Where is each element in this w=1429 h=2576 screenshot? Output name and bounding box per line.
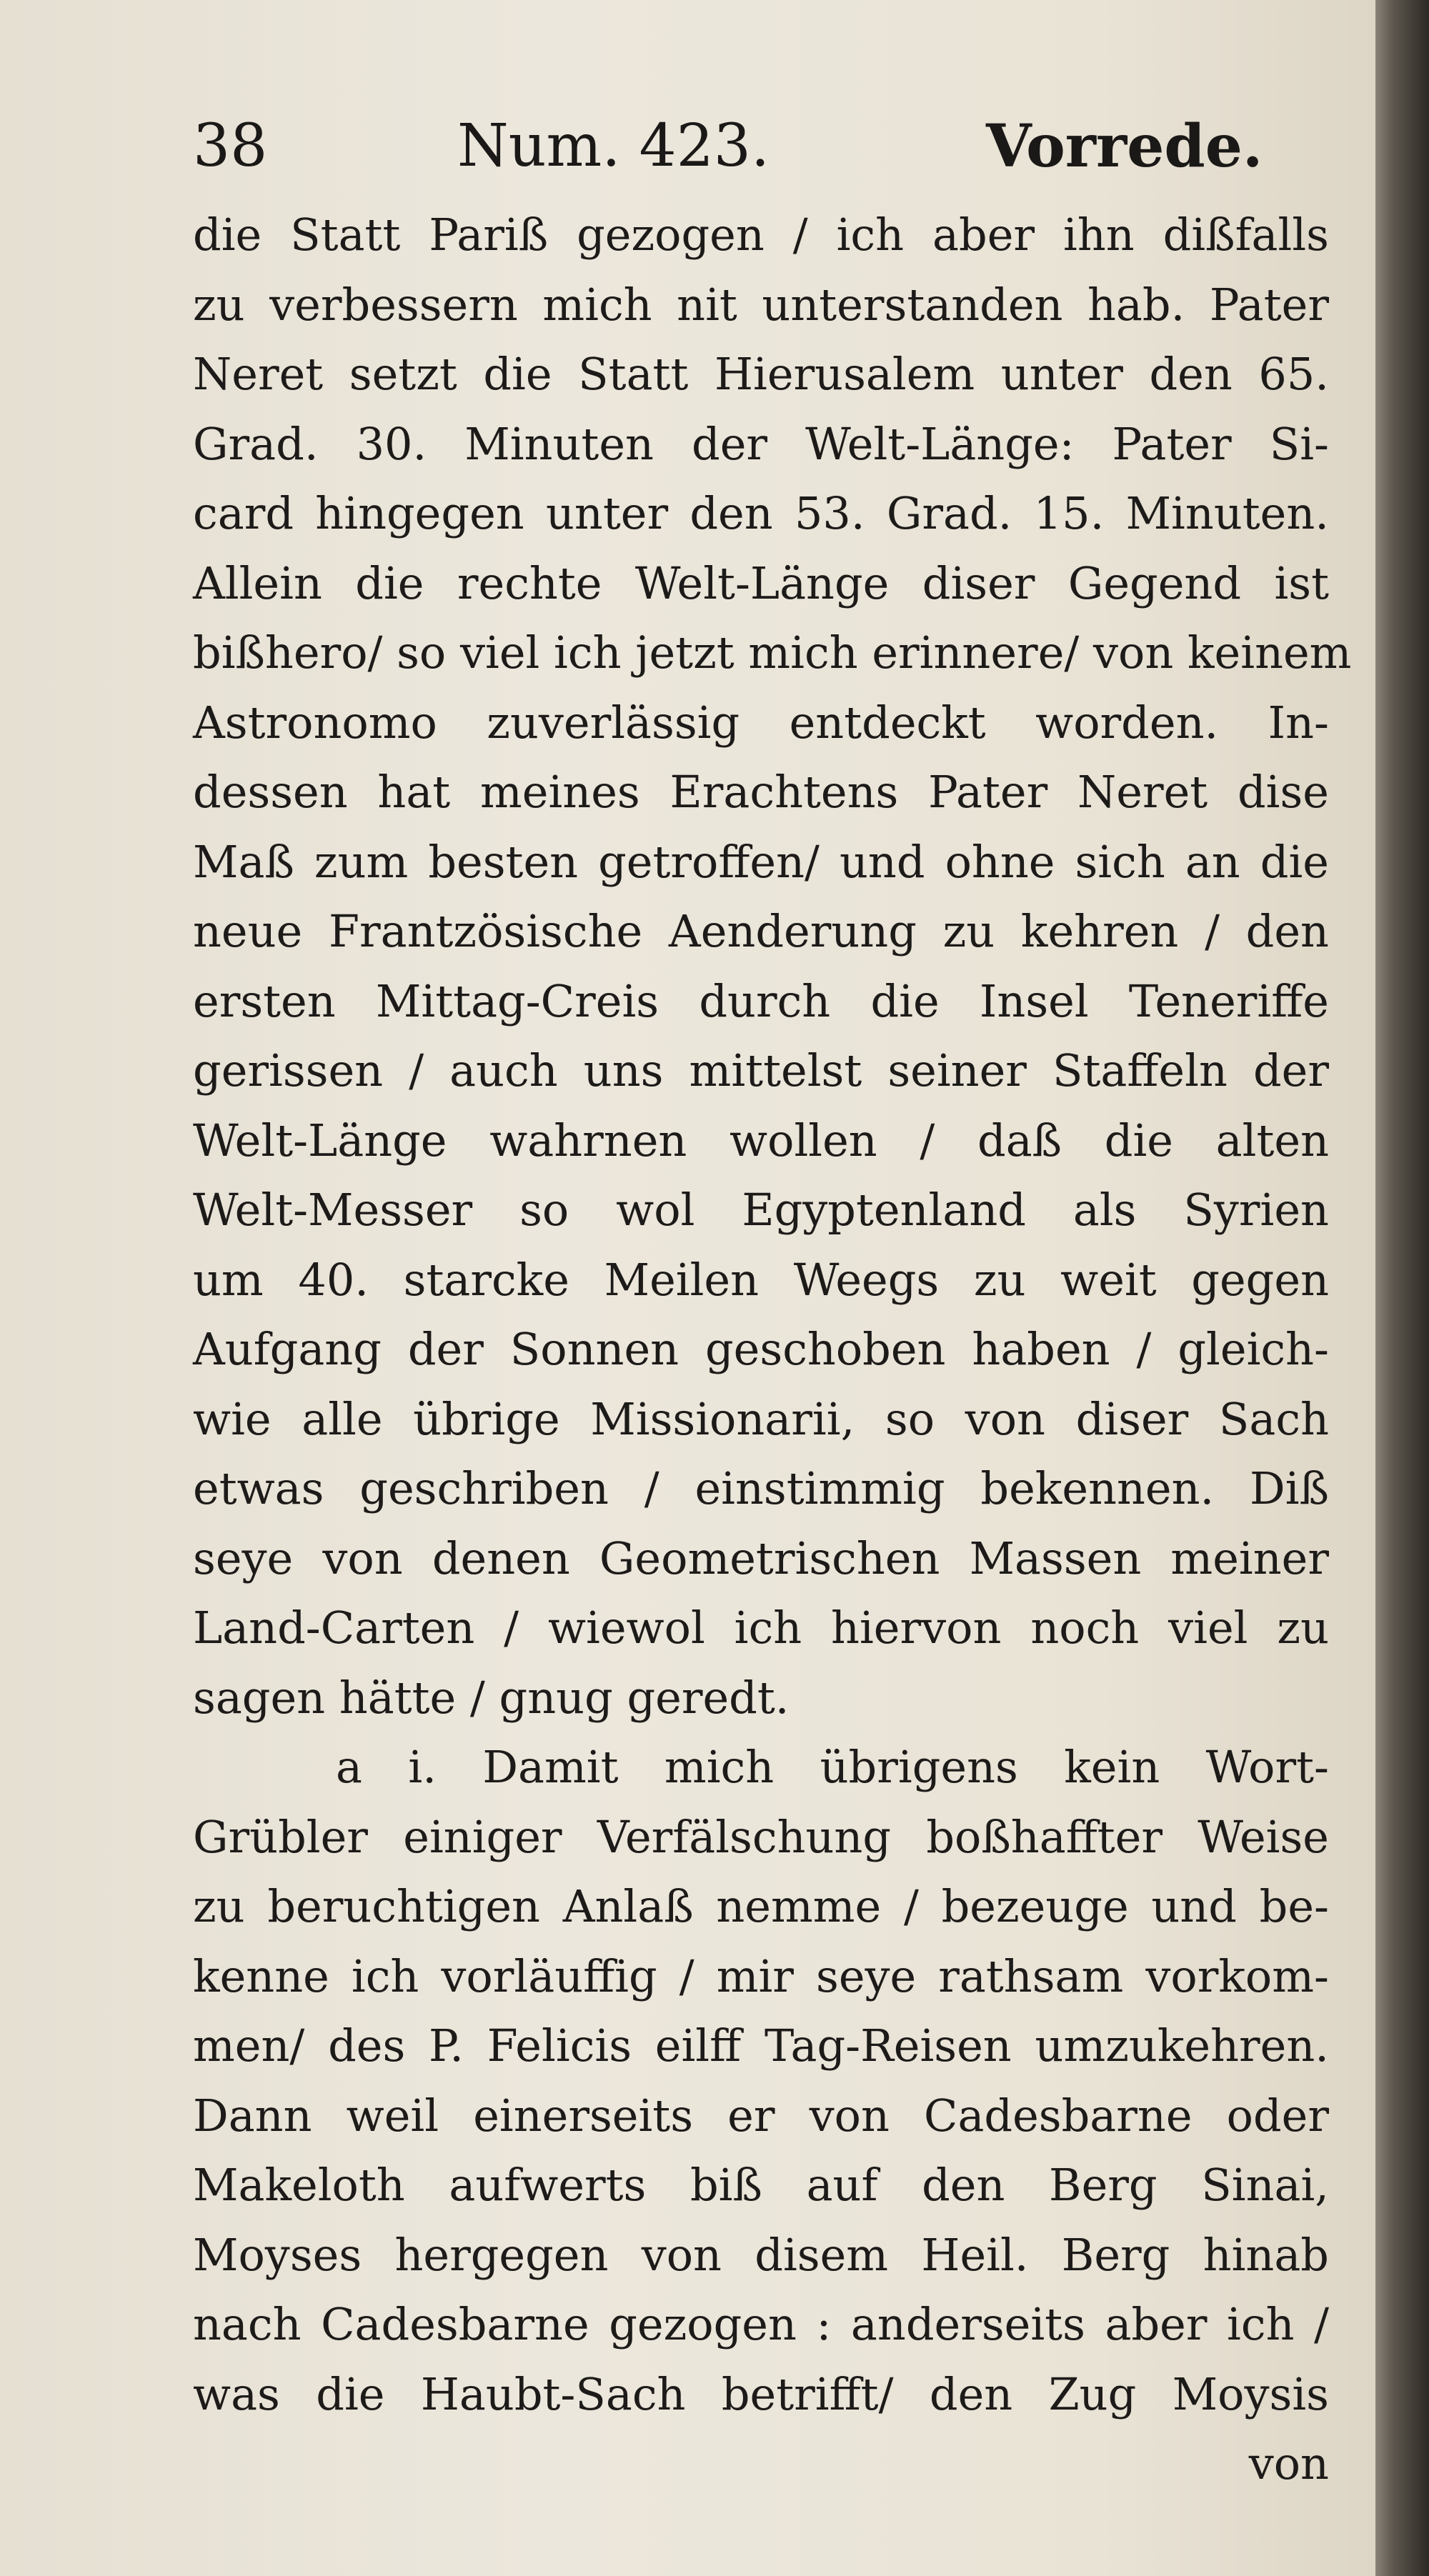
text-line: Astronomo zuverlässig entdeckt worden. In- — [193, 696, 1329, 749]
text-line: Dann weil einerseits er von Cadesbarne oder — [193, 2089, 1329, 2142]
text-line: dessen hat meines Erachtens Pater Neret dise — [193, 766, 1329, 818]
text-line: Land-Carten / wiewol ich hiervon noch viel zu — [193, 1602, 1329, 1654]
text-line: Neret setzt die Statt Hierusalem unter den 65. — [193, 348, 1329, 400]
text-line: Aufgang der Sonnen geschoben haben / gleich- — [193, 1323, 1329, 1375]
text-line: gerissen / auch uns mittelst seiner Staffeln der — [193, 1044, 1329, 1097]
text-line: Maß zum besten getroffen/ und ohne sich an die — [193, 835, 1329, 888]
page-edge-shadow — [1375, 0, 1429, 2576]
text-line: Grad. 30. Minuten der Welt-Länge: Pater Si- — [193, 417, 1329, 470]
text-line: um 40. starcke Meilen Weegs zu weit gegen — [193, 1253, 1329, 1306]
paragraph-start-line: a i. Damit mich übrigens kein Wort- — [336, 1741, 1329, 1793]
text-line: ersten Mittag-Creis durch die Insel Teneriffe — [193, 974, 1329, 1027]
text-line: Makeloth aufwerts biß auf den Berg Sinai, — [193, 2159, 1329, 2211]
text-line: was die Haubt-Sach betrifft/ den Zug Moysis — [193, 2367, 1329, 2420]
text-line: wie alle übrige Missionarii, so von diser Sach — [193, 1392, 1329, 1445]
text-line: zu beruchtigen Anlaß nemme / bezeuge und be- — [193, 1880, 1329, 1932]
text-line: Allein die rechte Welt-Länge diser Gegend ist — [193, 556, 1329, 609]
text-line: zu verbessern mich nit unterstanden hab. Pater — [193, 278, 1329, 331]
text-line: Welt-Messer so wol Egyptenland als Syrien — [193, 1184, 1329, 1236]
text-line: bißhero/ so viel ich jetzt mich erinnere/ von keinem — [193, 626, 1352, 679]
body-text — [193, 200, 1352, 2499]
text-line: die Statt Pariß gezogen / ich aber ihn dißfalls — [193, 209, 1329, 261]
text-line: sagen hätte / gnug geredt. — [193, 1671, 790, 1724]
text-line: etwas geschriben / einstimmig bekennen. Diß — [193, 1462, 1329, 1514]
text-line: Grübler einiger Verfälschung boßhaffter Weise — [193, 1810, 1329, 1863]
text-line: neue Frantzösische Aenderung zu kehren / den — [193, 905, 1329, 957]
text-line: Moyses hergegen von disem Heil. Berg hinab — [193, 2228, 1329, 2281]
page-header — [193, 107, 1329, 186]
text-line: card hingegen unter den 53. Grad. 15. Minuten. — [193, 487, 1329, 539]
text-line: seye von denen Geometrischen Massen meiner — [193, 1532, 1329, 1584]
text-line: nach Cadesbarne gezogen : anderseits aber ich / — [193, 2298, 1329, 2350]
section-number: Num. 423. — [457, 112, 770, 180]
catchword: von — [1248, 2437, 1329, 2490]
running-title: Vorrede. — [986, 112, 1263, 181]
page-number: 38 — [193, 112, 268, 180]
text-line: men/ des P. Felicis eilff Tag-Reisen umzukehren. — [193, 2020, 1329, 2072]
text-line: Welt-Länge wahrnen wollen / daß die alten — [193, 1114, 1329, 1167]
text-line: kenne ich vorläuffig / mir seye rathsam vorkom- — [193, 1950, 1329, 2002]
